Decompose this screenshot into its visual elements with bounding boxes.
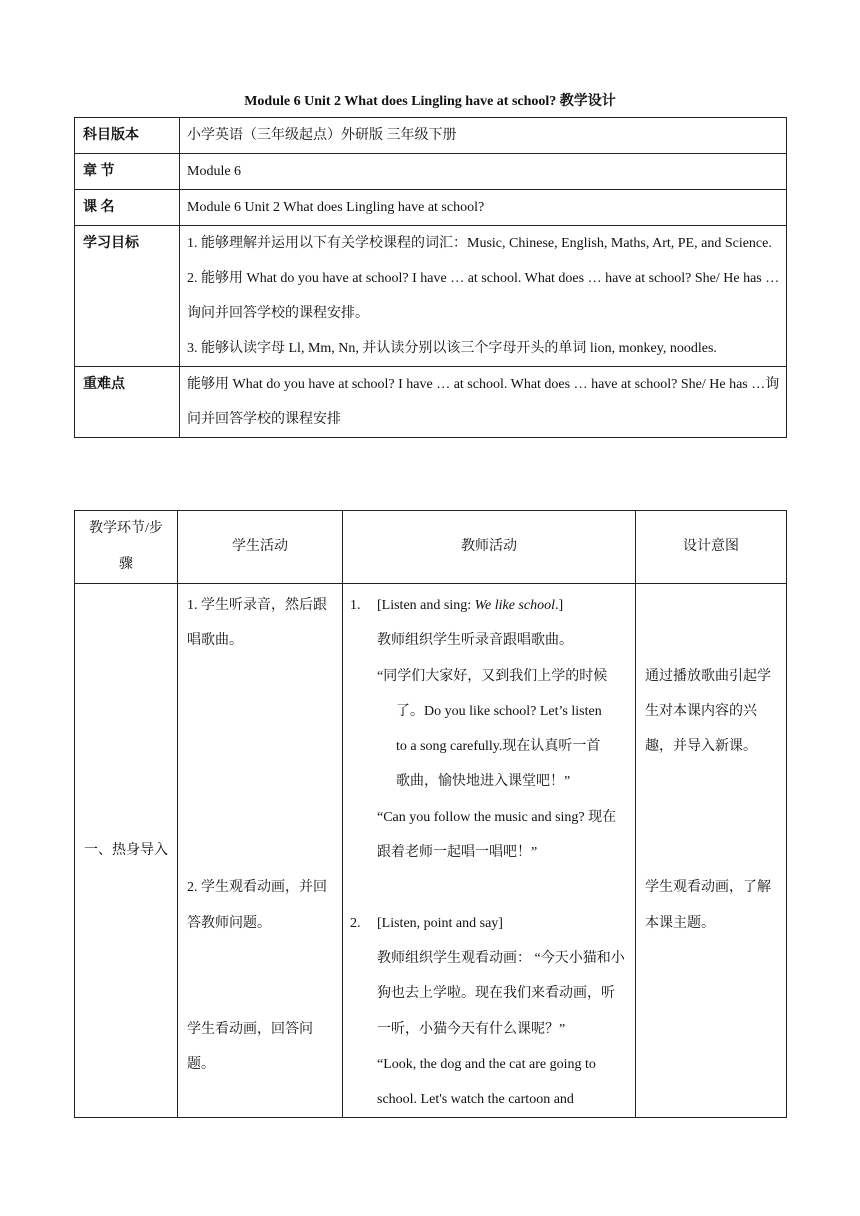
table-row — [75, 118, 787, 154]
student-cell — [178, 584, 343, 1118]
teacher-quote-line: 歌曲，愉快地进入课堂吧！” — [396, 774, 571, 790]
teacher-quote-line: “同学们大家好，又到我们上学的时候 — [377, 668, 608, 684]
steps-table — [74, 510, 787, 1118]
key-label: 重难点 — [75, 367, 180, 438]
stage-cell: 一、热身导入 — [75, 584, 178, 1118]
teacher-step-2-heading: 2. [Listen, point and say] — [350, 915, 503, 931]
info-table — [74, 117, 787, 438]
table-row — [75, 367, 787, 438]
header-intent: 设计意图 — [636, 511, 787, 584]
chapter-label: 章 节 — [75, 154, 180, 190]
table-row — [75, 154, 787, 190]
intent-2: 学生观看动画，了解本课主题。 — [645, 880, 771, 931]
teacher-step-2-quote: “Look, the dog and the cat are going to school. Let's watch the cartoon and — [377, 1056, 596, 1108]
teacher-step-1-text: 教师组织学生听录音跟唱歌曲。 — [377, 633, 573, 649]
student-activity-3: 学生看动画，回答问题。 — [187, 1021, 313, 1072]
student-activity-1: 1. 学生听录音，然后跟唱歌曲。 — [187, 598, 327, 649]
goal-item: 1. 能够理解并运用以下有关学校课程的词汇：Music, Chinese, English, Maths, Art, PE, and Science. — [187, 236, 772, 251]
document-title: Module 6 Unit 2 What does Lingling have at school? 教学设计 — [244, 94, 616, 109]
teacher-quote-line: 了。Do you like school? Let’s listen — [396, 703, 602, 719]
goals-cell — [180, 226, 787, 367]
header-student: 学生活动 — [178, 511, 343, 584]
subject-value: 小学英语（三年级起点）外研版 三年级下册 — [180, 118, 787, 154]
table-row — [75, 226, 787, 367]
goals-label: 学习目标 — [75, 226, 180, 367]
intent-1: 通过播放歌曲引起学生对本课内容的兴趣，并导入新课。 — [645, 668, 771, 755]
teacher-step-2-text: 教师组织学生观看动画： “今天小猫和小狗也去上学啦。现在我们来看动画，听一听，小猫今天有什么课呢？” — [377, 950, 625, 1037]
teacher-step-1-heading: 1. [Listen and sing: We like school.] — [350, 598, 564, 613]
table-row — [75, 584, 787, 1118]
header-teacher: 教师活动 — [343, 511, 636, 584]
goal-item: 2. 能够用 What do you have at school? I have … at school. What does … have at school? She/ He has …询问并回答学校的课程安排。 — [187, 271, 780, 321]
teacher-cell — [343, 584, 636, 1118]
teacher-quote-2: “Can you follow the music and sing? 现在跟着老师一起唱一唱吧！” — [377, 809, 617, 861]
table-header-row — [75, 511, 787, 584]
table-row — [75, 190, 787, 226]
teacher-quote-line: to a song carefully.现在认真听一首 — [396, 739, 601, 755]
goal-item: 3. 能够认读字母 Ll, Mm, Nn, 并认读分别以该三个字母开头的单词 lion, monkey, noodles. — [187, 341, 717, 356]
intent-cell — [636, 584, 787, 1118]
lesson-value: Module 6 Unit 2 What does Lingling have at school? — [180, 190, 787, 226]
lesson-label: 课 名 — [75, 190, 180, 226]
header-stage: 教学环节/步骤 — [75, 511, 178, 584]
subject-label: 科目版本 — [75, 118, 180, 154]
student-activity-2: 2. 学生观看动画，并回答教师问题。 — [187, 880, 327, 931]
chapter-value: Module 6 — [180, 154, 787, 190]
key-value: 能够用 What do you have at school? I have … at school. What does … have at school? She/ He has …询问并回答学校的课程安排 — [180, 367, 787, 438]
